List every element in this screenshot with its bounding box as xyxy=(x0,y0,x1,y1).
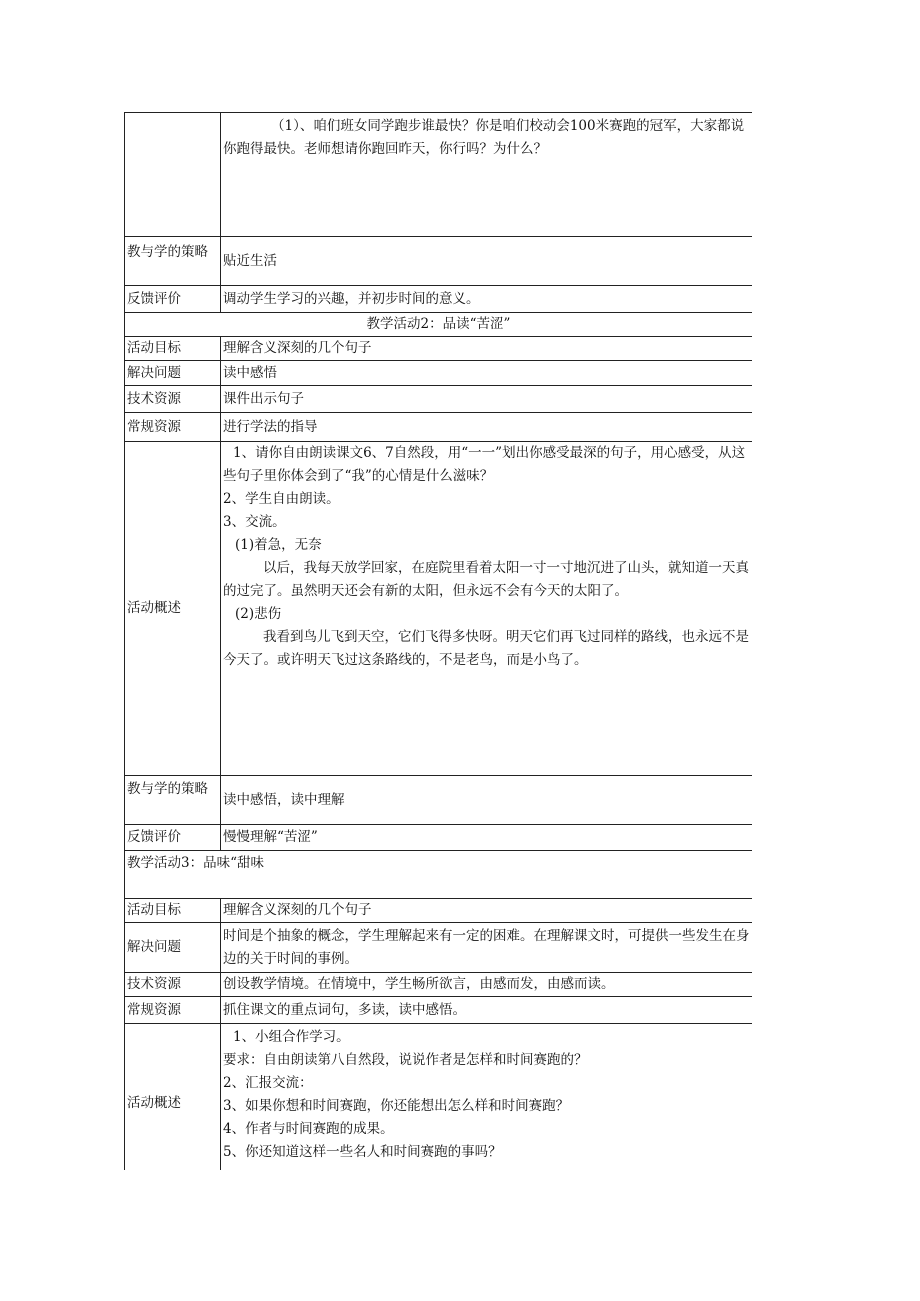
overview-subheading: (1)着急，无奈 xyxy=(235,537,322,553)
activity3-title: 教学活动3：品味“甜味 xyxy=(125,851,753,899)
activity2-goal-value: 理解含义深刻的几个句子 xyxy=(221,337,753,361)
overview-step: 要求：自由朗读第八自然段，说说作者是怎样和时间赛跑的？ xyxy=(223,1052,588,1068)
activity2-routine-label: 常规资源 xyxy=(125,413,221,442)
activity3-tech-label: 技术资源 xyxy=(125,973,221,997)
strategy-value: 贴近生活 xyxy=(221,237,753,286)
overview-step: 5、你还知道这样一些名人和时间赛跑的事吗？ xyxy=(223,1144,502,1160)
activity2-strategy-row xyxy=(125,776,753,825)
activity2-feedback-value: 慢慢理解“苦涩” xyxy=(221,825,753,851)
activity2-tech-value: 课件出示句子 xyxy=(221,386,753,413)
activity2-goal-label: 活动目标 xyxy=(125,337,221,361)
strategy-label: 教与学的策略 xyxy=(125,237,221,286)
activity2-overview-cell xyxy=(221,442,753,776)
activity2-strategy-label: 教与学的策略 xyxy=(125,776,221,825)
activity2-routine-value: 进行学法的指导 xyxy=(221,413,753,442)
activity2-title: 教学活动2：品读“苦涩” xyxy=(125,313,753,337)
activity2-title-row xyxy=(125,313,753,337)
activity2-problem-label: 解决问题 xyxy=(125,361,221,386)
activity2-problem-value: 读中感悟 xyxy=(221,361,753,386)
feedback-row xyxy=(125,286,753,313)
activity3-tech-value: 创设教学情境。在情境中，学生畅所欲言，由感而发，由感而读。 xyxy=(221,973,753,997)
activity3-problem-row xyxy=(125,923,753,973)
overview-step: 4、作者与时间赛跑的成果。 xyxy=(223,1121,394,1137)
activity3-goal-label: 活动目标 xyxy=(125,899,221,923)
overview-step: 1、请你自由朗读课文6、7自然段，用“一一”划出你感受最深的句子，用心感受，从这些句子里你体会到了“我”的心情是什么滋味？ xyxy=(223,445,746,484)
feedback-value: 调动学生学习的兴趣，并初步时间的意义。 xyxy=(221,286,753,313)
activity3-overview-row xyxy=(125,1024,753,1171)
activity2-overview-label: 活动概述 xyxy=(125,442,221,776)
strategy-row xyxy=(125,237,753,286)
activity3-goal-value: 理解含义深刻的几个句子 xyxy=(221,899,753,923)
overview-subheading: (2)悲伤 xyxy=(235,606,282,622)
question-row xyxy=(125,113,753,237)
activity2-goal-row xyxy=(125,337,753,361)
activity3-routine-label: 常规资源 xyxy=(125,997,221,1024)
activity3-problem-label: 解决问题 xyxy=(125,923,221,973)
activity2-feedback-row xyxy=(125,825,753,851)
overview-quote: 以后，我每天放学回家，在庭院里看着太阳一寸一寸地沉进了山头，就知道一天真的过完了。虽然明天还会有新的太阳，但永远不会有今天的太阳了。 xyxy=(223,560,749,599)
activity2-tech-row xyxy=(125,386,753,413)
activity3-overview-cell xyxy=(221,1024,753,1171)
overview-step: 2、汇报交流： xyxy=(223,1075,313,1091)
feedback-label: 反馈评价 xyxy=(125,286,221,313)
activity3-problem-value: 时间是个抽象的概念，学生理解起来有一定的困难。在理解课文时，可提供一些发生在身边的关于时间的事例。 xyxy=(221,923,753,973)
overview-step: 2、学生自由朗读。 xyxy=(223,491,340,507)
activity3-routine-value: 抓住课文的重点词句，多读，读中感悟。 xyxy=(221,997,753,1024)
activity3-title-row xyxy=(125,851,753,899)
overview-step: 3、如果你想和时间赛跑，你还能想出怎么样和时间赛跑？ xyxy=(223,1098,570,1114)
activity2-overview-row xyxy=(125,442,753,776)
activity3-overview-label: 活动概述 xyxy=(125,1024,221,1171)
overview-step: 1、小组合作学习。 xyxy=(233,1029,350,1045)
question-text: （1）、咱们班女同学跑步谁最快？你是咱们校动会100米赛跑的冠军，大家都说你跑得最快。老师想请你跑回昨天，你行吗？为什么？ xyxy=(223,118,745,157)
overview-step: 3、交流。 xyxy=(223,514,286,530)
overview-quote: 我看到鸟儿飞到天空，它们飞得多快呀。明天它们再飞过同样的路线，也永远不是今天了。或许明天飞过这条路线的，不是老鸟，而是小鸟了。 xyxy=(223,629,749,668)
activity2-routine-row xyxy=(125,413,753,442)
empty-label-cell xyxy=(125,113,221,237)
activity3-goal-row xyxy=(125,899,753,923)
lesson-plan-table xyxy=(124,112,752,1170)
activity2-feedback-label: 反馈评价 xyxy=(125,825,221,851)
activity2-strategy-value: 读中感悟，读中理解 xyxy=(221,776,753,825)
activity2-tech-label: 技术资源 xyxy=(125,386,221,413)
activity3-routine-row xyxy=(125,997,753,1024)
activity3-tech-row xyxy=(125,973,753,997)
lesson-plan-sheet xyxy=(124,112,752,1170)
activity2-problem-row xyxy=(125,361,753,386)
question-cell xyxy=(221,113,753,237)
